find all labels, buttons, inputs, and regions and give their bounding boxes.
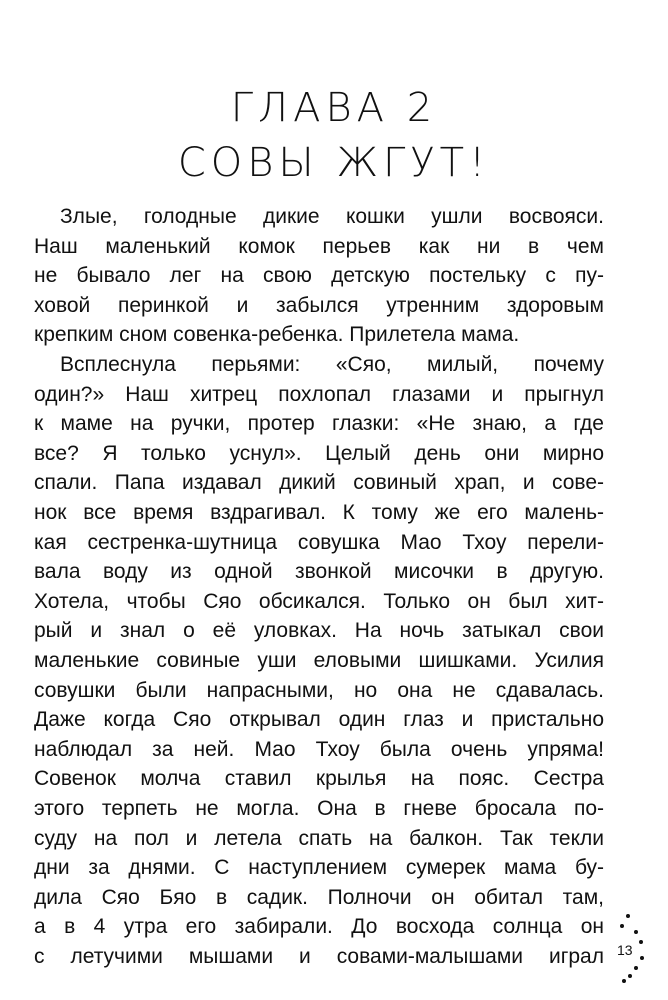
text-line: этого терпеть не могла. Она в гневе бросала по- <box>34 796 604 820</box>
ornament-dot <box>634 930 638 934</box>
text-line: дни за днями. С наступлением сумерек мама бу- <box>34 856 604 880</box>
text-line: все? Я только уснул». Целый день они мирно <box>34 441 604 465</box>
chapter-title: СОВЫ ЖГУТ! <box>177 140 491 186</box>
text-line: не бывало лег на свою детскую постельку с пу- <box>34 264 604 288</box>
text-line: Совенок молча ставил крылья на пояс. Сестра <box>34 767 604 791</box>
text-line: к маме на ручки, протер глазки: «Не знаю, а где <box>34 412 604 436</box>
text-line: ховой перинкой и забылся утренним здоровым <box>34 293 604 317</box>
text-line: суду на пол и летела спать на балкон. Так текли <box>34 826 604 850</box>
ornament-dot <box>639 940 643 944</box>
text-line: Даже когда Сяо открывал один глаз и пристально <box>34 708 604 732</box>
text-line: нок все время вздрагивал. К тому же его малень- <box>34 500 604 524</box>
text-line: вала воду из одной звонкой мисочки в другую. <box>34 560 604 584</box>
text-line: наблюдал за ней. Мао Тхоу была очень упряма! <box>34 737 604 761</box>
ornament-dot <box>634 966 638 970</box>
text-line: рый и знал о её уловках. На ночь затыкал свои <box>34 619 604 643</box>
text-line: маленькие совиные уши еловыми шишками. Усилия <box>34 648 604 672</box>
body-paragraph-1 <box>34 202 604 350</box>
text-line: Злые, голодные дикие кошки ушли восвояси. <box>60 205 604 228</box>
text-line: крепким сном совенка-ребенка. Прилетела мама. <box>34 323 520 347</box>
text-line: совушки были напрасными, но она не сдавалась. <box>34 678 604 702</box>
text-line: дила Сяо Бяо в садик. Полночи он обитал там, <box>34 885 604 909</box>
ornament-dot <box>626 914 630 918</box>
ornament-dot <box>640 956 644 960</box>
text-line: спали. Папа издавал дикий совиный храп, и сове- <box>34 471 604 495</box>
body-paragraph-2 <box>34 350 604 971</box>
ornament-dot <box>622 979 626 983</box>
text-line: кая сестренка-шутница совушка Мао Тхоу перели- <box>34 530 604 554</box>
page-number: 13 <box>617 942 633 958</box>
text-line: Наш маленький комок перьев как ни в чем <box>34 234 604 258</box>
text-line: с летучими мышами и совами-малышами играл <box>34 944 604 968</box>
chapter-heading: ГЛАВА 2 <box>230 85 438 131</box>
ornament-dot <box>628 974 632 978</box>
text-line: один?» Наш хитрец похлопал глазами и прыгнул <box>34 382 604 406</box>
ornament-dot <box>620 924 624 928</box>
text-line: а в 4 утра его забирали. До восхода солнца он <box>34 915 604 939</box>
text-line: Хотела, чтобы Сяо обсикался. Только он был хит- <box>34 589 604 613</box>
text-line: Всплеснула перьями: «Сяо, милый, почему <box>60 353 604 376</box>
